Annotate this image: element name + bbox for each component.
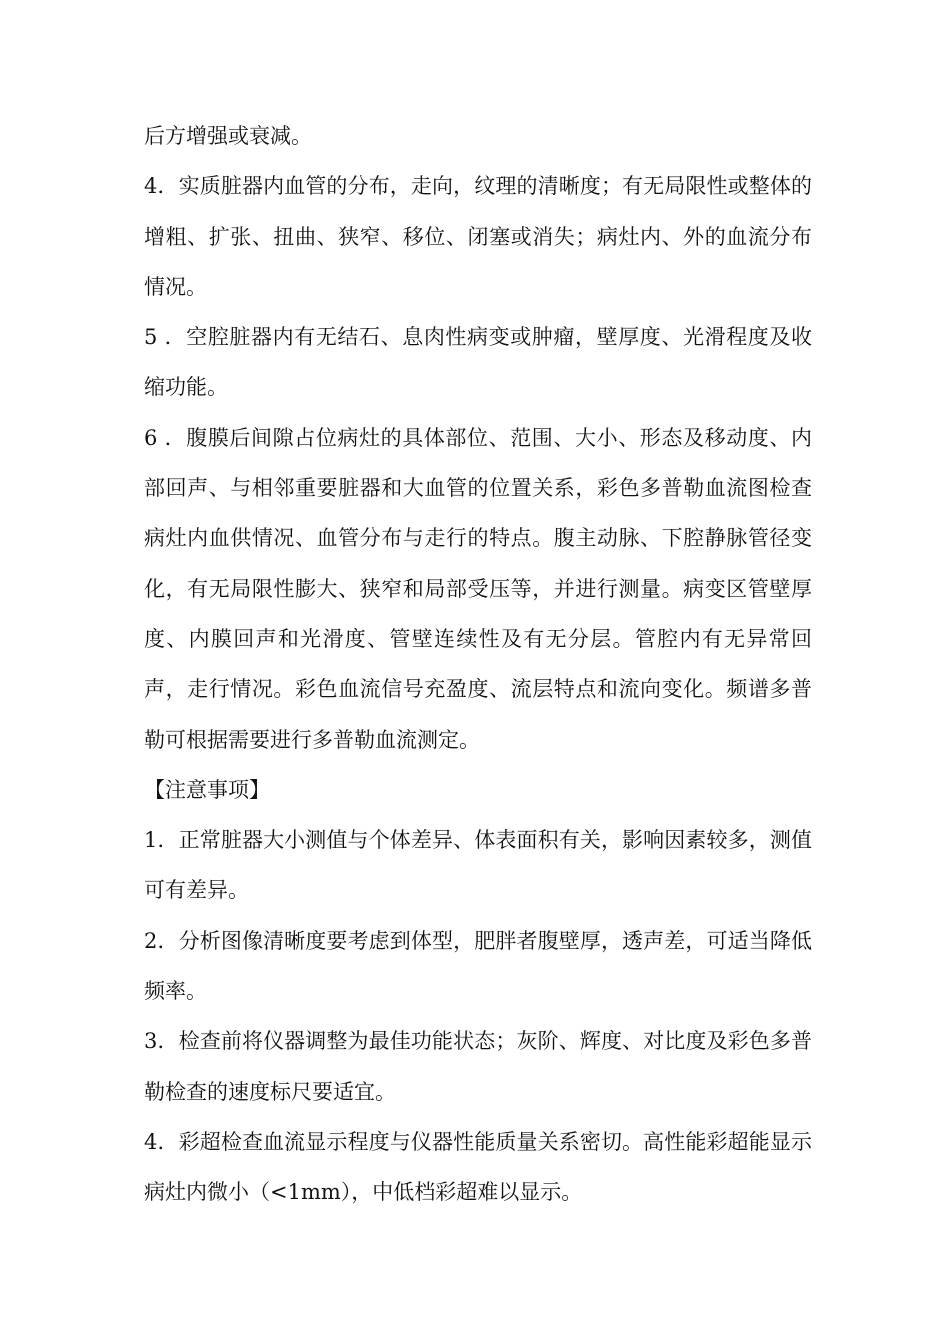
- section-heading-precautions: 【注意事项】: [144, 777, 270, 802]
- paragraph-item-6-retroperitoneum: 6 ．腹膜后间隙占位病灶的具体部位、范围、大小、形态及移动度、内部回声、与相邻重要脏器和大血管的位置关系，彩色多普勒血流图检查病灶内血供情况、血管分布与走行的特点。腹主动脉、下腔静脉管径变化，有无局限性膨大、狭窄和局部受压等，并进行测量。病变区管壁厚度、内膜回声和光滑度、管壁连续性及有无分层。管腔内有无异常回声，走行情况。彩色血流信号充盈度、流层特点和流向变化。频谱多普勒可根据需要进行多普勒血流测定。: [144, 425, 812, 752]
- paragraph-note-2: 2．分析图像清晰度要考虑到体型，肥胖者腹壁厚，透声差，可适当降低频率。: [144, 928, 812, 1004]
- paragraph-note-4: 4．彩超检查血流显示程度与仪器性能质量关系密切。高性能彩超能显示病灶内微小（<1mm），中低档彩超难以显示。: [144, 1129, 812, 1205]
- paragraph-item-4-vessels: 4．实质脏器内血管的分布，走向，纹理的清晰度；有无局限性或整体的增粗、扩张、扭曲、狭窄、移位、闭塞或消失；病灶内、外的血流分布情况。: [144, 174, 812, 299]
- paragraph-continuation: 后方增强或衰减。: [144, 124, 312, 148]
- paragraph-note-1: 1．正常脏器大小测值与个体差异、体表面积有关，影响因素较多，测值可有差异。: [144, 828, 812, 903]
- document-body: [144, 111, 812, 1218]
- paragraph-note-3: 3．检查前将仪器调整为最佳功能状态；灰阶、辉度、对比度及彩色多普勒检查的速度标尺要适宜。: [144, 1029, 812, 1104]
- paragraph-item-5-hollow-organs: 5 ．空腔脏器内有无结石、息肉性病变或肿瘤，壁厚度、光滑程度及收缩功能。: [144, 325, 812, 400]
